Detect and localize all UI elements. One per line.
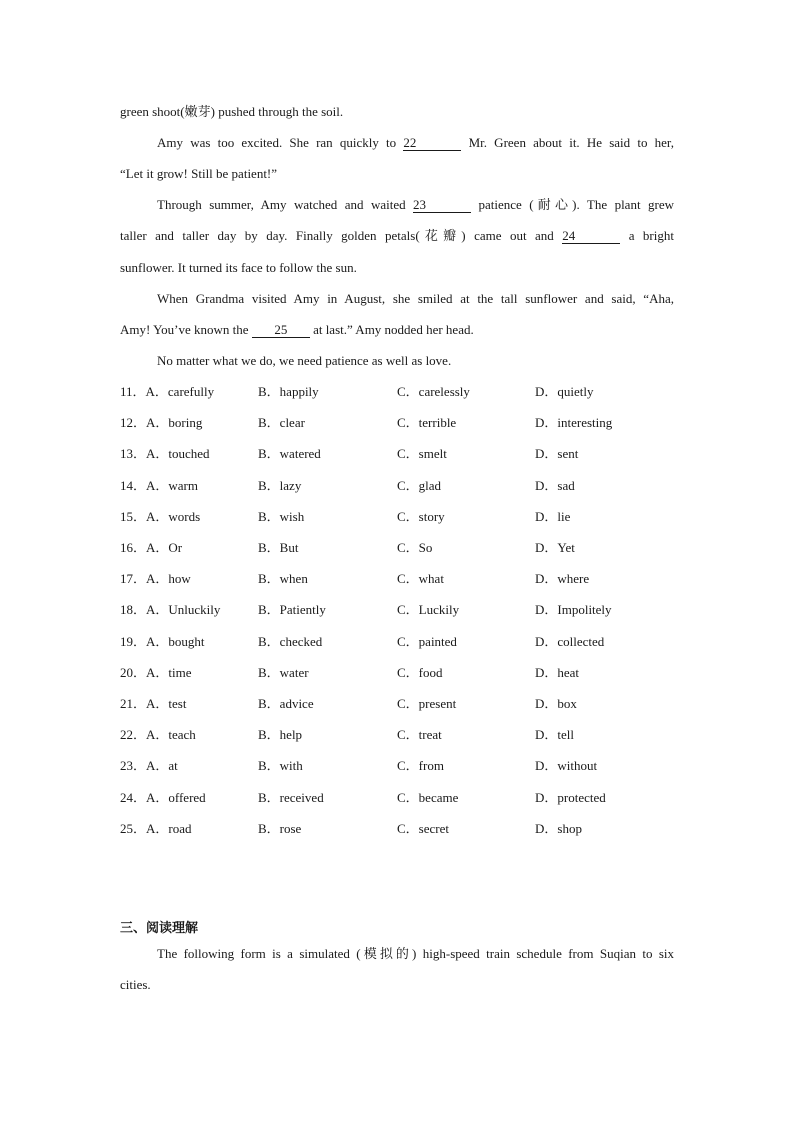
blank-23: 23 [413,198,471,213]
option-choice: B．happily [258,384,319,399]
section-title: 三、阅读理解 [120,920,199,935]
option-choice: B．checked [258,634,323,649]
question-option-row [0,696,794,712]
option-choice: C．painted [397,634,457,649]
option-choice: 15．A．words [120,509,201,524]
option-choice: D．tell [535,727,574,742]
passage-text: at last.” Amy nodded her head. [309,322,474,337]
option-choice: D．lie [535,509,571,524]
option-choice: 21．A．test [120,696,187,711]
section-intro-line: cities. [120,977,151,992]
question-option-row [0,478,794,494]
option-choice: D．without [535,758,598,773]
option-choice: D．interesting [535,415,613,430]
option-choice: C．present [397,696,457,711]
blank-22: 22 [403,136,461,151]
question-option-row [0,634,794,650]
passage-line [120,228,674,244]
section-intro-line: The following form is a simulated (模拟的) high-speed train schedule from Suqian to six [157,946,674,961]
passage-text: patience (耐心). The plant grew [471,197,674,212]
passage-text: Amy was too excited. She ran quickly to [157,135,404,150]
option-choice: 25．A．road [120,821,192,836]
option-choice: 24．A．offered [120,790,206,805]
option-choice: C．carelessly [397,384,470,399]
option-choice: C．terrible [397,415,457,430]
option-choice: C．So [397,540,433,555]
option-choice: B．clear [258,415,305,430]
option-choice: C．Luckily [397,602,460,617]
option-choice: B．advice [258,696,314,711]
passage-text: Amy! You’ve known the [120,322,252,337]
passage-line: green shoot(嫩芽) pushed through the soil. [120,104,344,119]
option-choice: D．sent [535,446,579,461]
option-choice: B．help [258,727,303,742]
option-choice: D．box [535,696,577,711]
blank-25: 25 [252,323,310,338]
option-choice: 23．A．at [120,758,178,773]
passage-line [157,197,674,213]
passage-line [157,135,674,151]
option-choice: C．from [397,758,444,773]
option-choice: D．Yet [535,540,575,555]
passage-text: Through summer, Amy watched and waited [157,197,414,212]
option-choice: D．where [535,571,590,586]
passage-text: a bright [620,228,674,243]
option-choice: D．quietly [535,384,594,399]
option-choice: 11．A．carefully [120,384,215,399]
option-choice: 22．A．teach [120,727,196,742]
passage-line [120,322,674,338]
option-choice: C．treat [397,727,442,742]
option-choice: 20．A．time [120,665,192,680]
option-choice: C．what [397,571,444,586]
passage-line: “Let it grow! Still be patient!” [120,166,278,181]
question-option-row [0,446,794,462]
question-option-row [0,509,794,525]
option-choice: C．story [397,509,445,524]
option-choice: C．secret [397,821,449,836]
option-choice: D．heat [535,665,580,680]
option-choice: D．shop [535,821,582,836]
passage-line: No matter what we do, we need patience as well as love. [157,353,452,368]
question-option-row [0,758,794,774]
question-option-row [0,790,794,806]
option-choice: 14．A．warm [120,478,198,493]
option-choice: C．became [397,790,459,805]
blank-24: 24 [562,229,620,244]
option-choice: B．rose [258,821,302,836]
option-choice: C．smelt [397,446,447,461]
option-choice: D．sad [535,478,575,493]
option-choice: B．watered [258,446,321,461]
option-choice: B．Patiently [258,602,326,617]
option-choice: B．with [258,758,303,773]
passage-text: Mr. Green about it. He said to her, [461,135,674,150]
option-choice: 18．A．Unluckily [120,602,221,617]
passage-text: taller and taller day by day. Finally golden petals(花瓣) came out and [120,228,563,243]
option-choice: B．received [258,790,324,805]
passage-line: When Grandma visited Amy in August, she smiled at the tall sunflower and said, “Aha, [157,291,674,306]
question-option-row [0,821,794,837]
option-choice: 16．A．Or [120,540,183,555]
option-choice: B．water [258,665,309,680]
passage-line: sunflower. It turned its face to follow the sun. [120,260,357,275]
option-choice: B．But [258,540,299,555]
question-option-row [0,727,794,743]
option-choice: 13．A．touched [120,446,210,461]
option-choice: B．when [258,571,308,586]
option-choice: 17．A．how [120,571,191,586]
option-choice: D．Impolitely [535,602,612,617]
question-option-row [0,571,794,587]
question-option-row [0,665,794,681]
question-option-row [0,540,794,556]
question-option-row [0,415,794,431]
option-choice: D．collected [535,634,605,649]
question-option-row [0,602,794,618]
option-choice: C．glad [397,478,442,493]
option-choice: C．food [397,665,443,680]
option-choice: 19．A．bought [120,634,205,649]
option-choice: 12．A．boring [120,415,203,430]
option-choice: B．lazy [258,478,302,493]
option-choice: B．wish [258,509,305,524]
option-choice: D．protected [535,790,606,805]
question-option-row [0,384,794,400]
